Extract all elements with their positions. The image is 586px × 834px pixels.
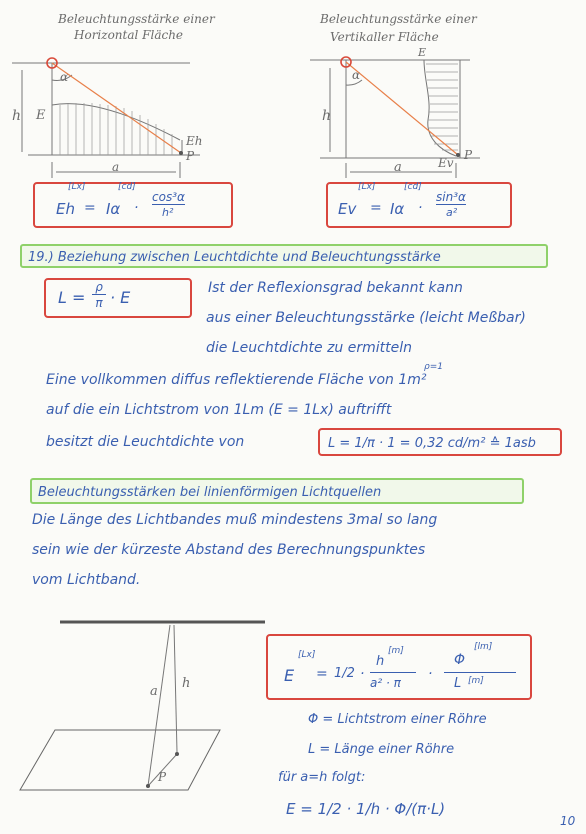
final-formula: E = 1/2 · 1/h · Φ/(π·L) — [286, 800, 446, 818]
cos-numerator: cos³α — [152, 190, 185, 204]
lx-unit-right: [Lx] — [358, 182, 376, 192]
eh-equals: = — [84, 200, 96, 216]
right-alpha-label: α — [352, 68, 361, 82]
explain-line-2: aus einer Beleuchtungsstärke (leicht Meßbar) — [206, 310, 526, 326]
e-symbol-bottom: E — [284, 666, 295, 685]
point-p-right — [456, 153, 460, 157]
left-diagram-title-2: Horizontal Fläche — [74, 28, 184, 42]
left-Eh-label: Eh — [186, 134, 203, 148]
m-unit-2: [m] — [468, 676, 484, 686]
intensity-left: Iα — [106, 200, 121, 218]
case-a-equals-h: für a=h folgt: — [278, 770, 366, 785]
luminance-result-box: L = 1/π · 1 = 0,32 cd/m² ≙ 1asb — [318, 428, 562, 456]
left-alpha-label: α — [60, 70, 69, 84]
line-para-3: vom Lichtband. — [32, 572, 141, 588]
fraction-bar-2 — [444, 672, 516, 673]
pi-denominator: π — [95, 296, 103, 310]
bottom-h-label: h — [182, 676, 191, 691]
hatching-left — [60, 103, 172, 155]
line-para-2: sein wie der kürzeste Abstand des Berechnungspunktes — [32, 542, 426, 558]
rho-numerator: ρ — [92, 280, 106, 295]
a2-denominator: a² — [446, 206, 458, 219]
point-p-left — [179, 151, 183, 155]
phi-numerator: Φ — [454, 652, 466, 668]
line-source-heading: Beleuchtungsstärken bei linienförmigen Lichtquellen — [30, 478, 524, 504]
line-para-1: Die Länge des Lichtbandes muß mindestens 3mal so lang — [32, 512, 438, 528]
l-equals: L = — [58, 288, 86, 307]
lx-unit-left: [Lx] — [68, 182, 86, 192]
cd-unit-right: [cd] — [404, 182, 422, 192]
explain-line-3: die Leuchtdichte zu ermitteln — [206, 340, 413, 356]
l-definition: L = Länge einer Röhre — [308, 742, 455, 757]
m-unit-1: [m] — [388, 646, 404, 656]
right-diagram-title-1: Beleuchtungsstärke einer — [320, 12, 477, 26]
right-h-label: h — [322, 108, 332, 124]
ev-symbol: Ev — [338, 200, 357, 218]
sin-numerator: sin³α — [436, 190, 466, 204]
right-P-label: P — [464, 148, 473, 162]
section-19-heading: 19.) Beziehung zwischen Leuchtdichte und Beleuchtungsstärke — [20, 244, 548, 268]
light-ray-left — [52, 63, 181, 153]
ev-equals: = — [370, 200, 382, 216]
left-diagram-title-1: Beleuchtungsstärke einer — [58, 12, 215, 26]
h-numerator: h — [376, 654, 385, 669]
times-e: · E — [110, 288, 131, 307]
right-Ev-label: Ev — [438, 156, 454, 170]
equals-bottom: = — [316, 666, 328, 682]
eh-symbol: Eh — [56, 200, 75, 218]
left-P-label: P — [186, 149, 195, 163]
dot-bottom-1: · — [360, 666, 365, 682]
h2-denominator: h² — [162, 206, 174, 219]
lm-unit: [lm] — [474, 642, 493, 652]
rho-note: ρ=1 — [424, 362, 443, 372]
para-19-line-1: Eine vollkommen diffus reflektierende Fläche von 1m² — [46, 372, 427, 388]
bottom-a-label: a — [150, 684, 158, 699]
dot-right: · — [418, 200, 423, 216]
l-denominator: L — [454, 676, 462, 691]
right-diagram-title-2: Vertikaller Fläche — [330, 30, 439, 44]
phi-definition: Φ = Lichtstrom einer Röhre — [308, 712, 487, 727]
intensity-right: Iα — [390, 200, 405, 218]
hatching-right — [426, 64, 458, 150]
para-19-line-3: besitzt die Leuchtdichte von — [46, 434, 245, 450]
lx-unit-bottom: [Lx] — [298, 650, 316, 660]
bottom-p-label: P — [158, 770, 167, 784]
cd-unit-left: [cd] — [118, 182, 136, 192]
half-bottom: 1/2 — [334, 666, 355, 681]
right-a-label: a — [394, 160, 402, 175]
dot-bottom-2: · — [428, 666, 433, 682]
page-number: 10 — [560, 814, 576, 828]
left-a-label: a — [112, 160, 120, 174]
light-ray-right — [346, 62, 458, 155]
explain-line-1: Ist der Reflexionsgrad bekannt kann — [208, 280, 463, 296]
right-E-label: E — [418, 46, 427, 59]
fraction-bar-1 — [370, 672, 416, 673]
para-19-line-2: auf die ein Lichtstrom von 1Lm (E = 1Lx) auftrifft — [46, 402, 392, 418]
line-source-diagram — [20, 622, 265, 790]
left-E-label: E — [36, 108, 46, 123]
left-h-label: h — [12, 108, 22, 124]
dot-left: · — [134, 200, 139, 216]
a2pi-denominator: a² · π — [370, 676, 401, 690]
